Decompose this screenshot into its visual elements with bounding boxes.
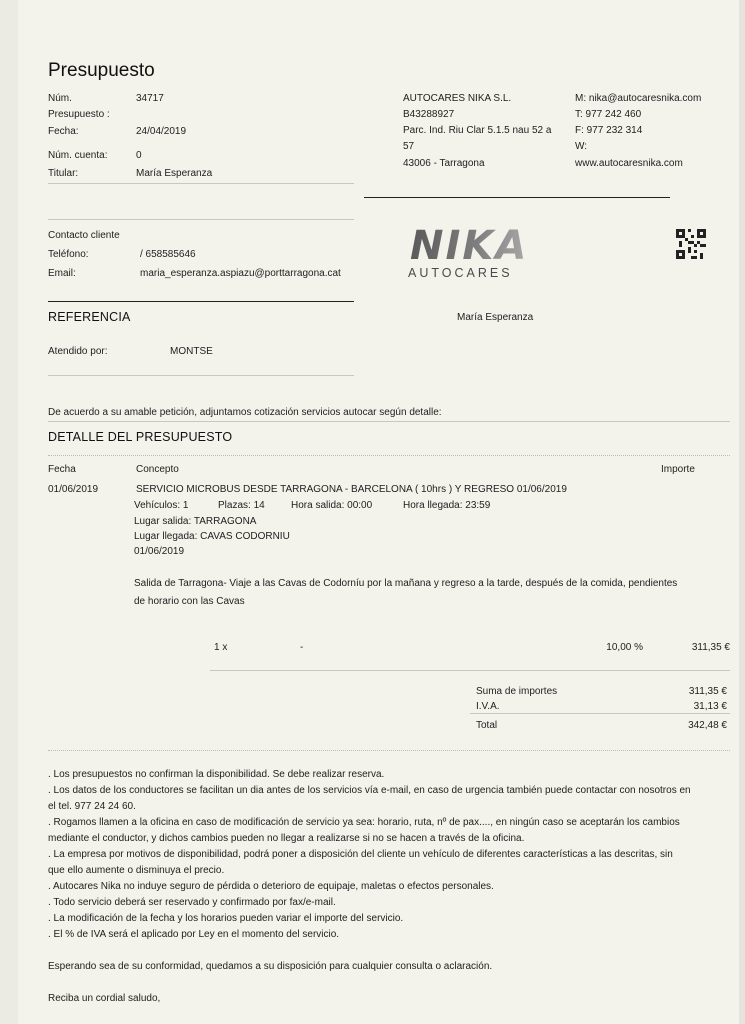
divider [48, 750, 730, 751]
divider [48, 301, 354, 302]
service-description: SERVICIO MICROBUS DESDE TARRAGONA - BARCELONA ( 10hrs ) Y REGRESO 01/06/2019 [136, 484, 567, 495]
titular-value: María Esperanza [136, 168, 213, 179]
company-email: M: nika@autocaresnika.com [575, 93, 702, 104]
condition-line: el tel. 977 24 24 60. [48, 801, 136, 812]
company-web: www.autocaresnika.com [575, 158, 683, 169]
closing-text: Esperando sea de su conformidad, quedamos a su disposición para cualquier consulta o aclaración. [48, 961, 493, 972]
divider [48, 455, 730, 456]
condition-line: . Autocares Nika no induye seguro de pérdida o deterioro de equipaje, maletas o efectos personales. [48, 881, 494, 892]
detail-heading: DETALLE DEL PRESUPUESTO [48, 430, 233, 444]
contact-tel-value: / 658585646 [140, 249, 196, 260]
atendido-label: Atendido por: [48, 346, 108, 357]
suma-value: 311,35 € [688, 686, 727, 697]
divider [210, 670, 730, 671]
hora-salida: Hora salida: 00:00 [291, 500, 373, 511]
condition-line: . La modificación de la fecha y los horarios pueden variar el importe del servicio. [48, 913, 404, 924]
row-fecha: 01/06/2019 [48, 484, 99, 495]
page-title: Presupuesto [48, 60, 155, 81]
fecha-label: Fecha: [48, 126, 79, 137]
hora-llegada: Hora llegada: 23:59 [403, 500, 491, 511]
logo-wordmark: NIKA [410, 226, 529, 266]
company-web-label: W: [575, 141, 588, 152]
contact-email-label: Email: [48, 268, 76, 279]
divider [48, 375, 354, 376]
iva-value: 31,13 € [693, 701, 727, 712]
divider [470, 713, 730, 714]
cuenta-value: 0 [136, 150, 142, 161]
total-label: Total [476, 720, 498, 731]
contact-email-value: maria_esperanza.aspiazu@porttarragona.cat [140, 268, 341, 279]
contact-tel-label: Teléfono: [48, 249, 89, 260]
service-notes-line-1: Salida de Tarragona- Viaje a las Cavas de Codorníu por la mañana y regreso a la tarde, después de la comida, pendientes [134, 578, 678, 589]
paper-left-edge [0, 0, 18, 1024]
company-name: AUTOCARES NIKA S.L. [403, 93, 512, 104]
condition-line: mediante el conductor, y dichos cambios pueden no llegar a realizarse si no se hacen a través de la oficina. [48, 833, 525, 844]
closing-greeting: Reciba un cordial saludo, [48, 993, 161, 1004]
condition-line: . Todo servicio deberá ser reservado y confirmado por fax/e-mail. [48, 897, 336, 908]
company-cif: B43288927 [403, 109, 455, 120]
num-label-2: Presupuesto : [48, 109, 110, 120]
line-iva-pct: 10,00 % [606, 642, 643, 653]
plazas: Plazas: 14 [218, 500, 265, 511]
line-qty: 1 x [214, 642, 228, 653]
col-importe-header: Importe [661, 464, 695, 475]
condition-line: . El % de IVA será el aplicado por Ley en el momento del servicio. [48, 929, 340, 940]
condition-line: . Los datos de los conductores se facilitan un dia antes de los servicios vía e-mail, en caso de urgencia también puede contactar con nosotros en [48, 785, 691, 796]
condition-line: . La empresa por motivos de disponibilidad, podrá poner a disposición del cliente un vehículo de diferentes características a las descritas, sin [48, 849, 673, 860]
iva-label: I.V.A. [476, 701, 500, 712]
line-dash: - [300, 642, 304, 653]
num-value: 34717 [136, 93, 164, 104]
line-amount: 311,35 € [691, 642, 730, 653]
condition-line: . Los presupuestos no confirman la disponibilidad. Se debe realizar reserva. [48, 769, 385, 780]
ref-client-name: María Esperanza [457, 312, 534, 323]
logo-subtitle: AUTOCARES [408, 266, 513, 280]
contact-heading: Contacto cliente [48, 230, 120, 241]
company-address: Parc. Ind. Riu Clar 5.1.5 nau 52 a [403, 125, 552, 136]
company-address-2: 57 [403, 141, 415, 152]
condition-line: que ello aumente o disminuya el precio. [48, 865, 225, 876]
titular-label: Titular: [48, 168, 79, 179]
lugar-salida: Lugar salida: TARRAGONA [134, 516, 257, 527]
service-notes-line-2: de horario con las Cavas [134, 596, 245, 607]
company-city: 43006 - Tarragona [403, 158, 485, 169]
vehiculos: Vehículos: 1 [134, 500, 189, 511]
ref-heading: REFERENCIA [48, 310, 131, 324]
qr-code-icon [676, 229, 706, 259]
company-tel: T: 977 242 460 [575, 109, 642, 120]
fecha-value: 24/04/2019 [136, 126, 187, 137]
intro-text: De acuerdo a su amable petición, adjuntamos cotización servicios autocar según detalle: [48, 407, 442, 418]
atendido-value: MONTSE [170, 346, 213, 357]
num-label: Núm. [48, 93, 72, 104]
col-concepto-header: Concepto [136, 464, 179, 475]
total-value: 342,48 € [688, 720, 727, 731]
divider [48, 219, 354, 220]
company-fax: F: 977 232 314 [575, 125, 643, 136]
divider [48, 421, 730, 422]
service-date: 01/06/2019 [134, 546, 185, 557]
condition-line: . Rogamos llamen a la oficina en caso de modificación de servicio ya sea: horario, ruta, nº de pax...., en ningún caso se aceptarán los cambios [48, 817, 680, 828]
lugar-llegada: Lugar llegada: CAVAS CODORNIU [134, 531, 290, 542]
suma-label: Suma de importes [476, 686, 558, 697]
col-fecha-header: Fecha [48, 464, 76, 475]
divider [48, 183, 354, 184]
divider [364, 197, 670, 198]
cuenta-label: Núm. cuenta: [48, 150, 108, 161]
paper-right-edge [739, 0, 745, 1024]
